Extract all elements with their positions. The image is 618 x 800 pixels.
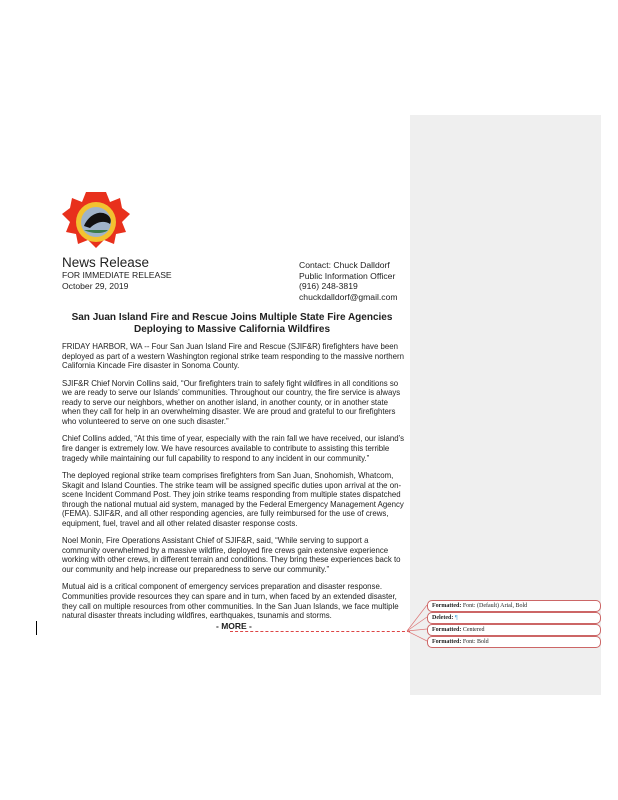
comment-label: Formatted: — [432, 627, 462, 633]
paragraph: Chief Collins added, “At this time of year, especially with the rain fall we have received, our island’s fire danger is extremely low. We have resources available to contribute to assisting this terrible tragedy while maintaining our full capability to respond to any incident in our community.” — [62, 434, 405, 463]
release-date: October 29, 2019 — [62, 280, 129, 291]
more-marker: - MORE - — [216, 621, 252, 631]
comment-text: ¶ — [454, 615, 458, 621]
comment-label: Formatted: — [432, 639, 462, 645]
release-type: FOR IMMEDIATE RELEASE — [62, 270, 172, 280]
comment-balloon[interactable] — [427, 612, 601, 624]
headline-line: Deploying to Massive California Wildfires — [133, 324, 331, 335]
comment-label: Deleted: — [432, 615, 454, 621]
headline-line: San Juan Island Fire and Rescue Joins Multiple State Fire Agencies — [71, 312, 393, 323]
comment-text: Centered — [462, 627, 485, 633]
comment-balloon[interactable] — [427, 600, 601, 612]
paragraph: FRIDAY HARBOR, WA -- Four San Juan Island Fire and Rescue (SJIF&R) firefighters have been deployed as part of a western Washington regional strike team responding to the massive northern California Kincade Fire disaster in Sonoma County. — [62, 342, 404, 371]
article-body — [62, 342, 407, 629]
comment-text: Font: Bold — [462, 639, 489, 645]
fire-dept-logo — [62, 192, 130, 252]
contact-name: Contact: Chuck Dalldorf — [299, 260, 390, 270]
paragraph: Noel Monin, Fire Operations Assistant Chief of SJIF&R, said, “While serving to support a community overwhelmed by a massive wildfire, deployed fire crews gain extensive experience working with other crews, in different terrain and conditions. They bring these experiences back to our community and help increase our preparedness to serve our community.” — [62, 536, 401, 575]
contact-phone: (916) 248-3819 — [299, 281, 358, 292]
contact-role: Public Information Officer — [299, 270, 396, 281]
contact-email: chuckdalldorf@gmail.com — [299, 291, 398, 302]
news-release-title: News Release — [62, 255, 150, 270]
contact-block — [299, 260, 398, 302]
paragraph: SJIF&R Chief Norvin Collins said, “Our firefighters train to safely fight wildfires in all conditions so we are ready to serve our Islands’ communities. Throughout our country, the fire service is always ready to serve our neighbors, whether on another island, in another county, or in another state when they call for help in an overwhelming disaster. We are proud and grateful to our firefighters who volunteered to serve on one such disaster.” — [62, 378, 401, 426]
paragraph: The deployed regional strike team comprises firefighters from San Juan, Snohomish, Whatcom, Skagit and Island Counties. The strike team will be assigned specific duties upon arrival at the on-scene Incident Command Post. They join strike teams responding from multiple states dispatched through the national mutual aid system, managed by the Federal Emergency Management Agency (FEMA). SJIF&R, and all other responding agencies, are fully reimbursed for the use of crews, equipment, fuel, travel and all other related disaster response costs. — [62, 470, 404, 528]
release-header — [62, 255, 172, 291]
comment-text: Font: (Default) Arial, Bold — [462, 603, 528, 609]
headline — [62, 312, 402, 336]
comment-connector-line — [230, 631, 410, 632]
comment-balloon[interactable] — [427, 636, 601, 648]
comment-label: Formatted: — [432, 603, 462, 609]
comment-balloon[interactable] — [427, 624, 601, 636]
text-cursor — [36, 621, 37, 635]
paragraph: Mutual aid is a critical component of emergency services preparation and disaster response. Communities provide resources they can spare and in turn, when faced by an extended disaster, they call on multiple resources from other communities. In the San Juan Islands, we face multiple natural disaster threats including wildfires, earthquakes, tsunamis and storms. — [62, 582, 399, 621]
